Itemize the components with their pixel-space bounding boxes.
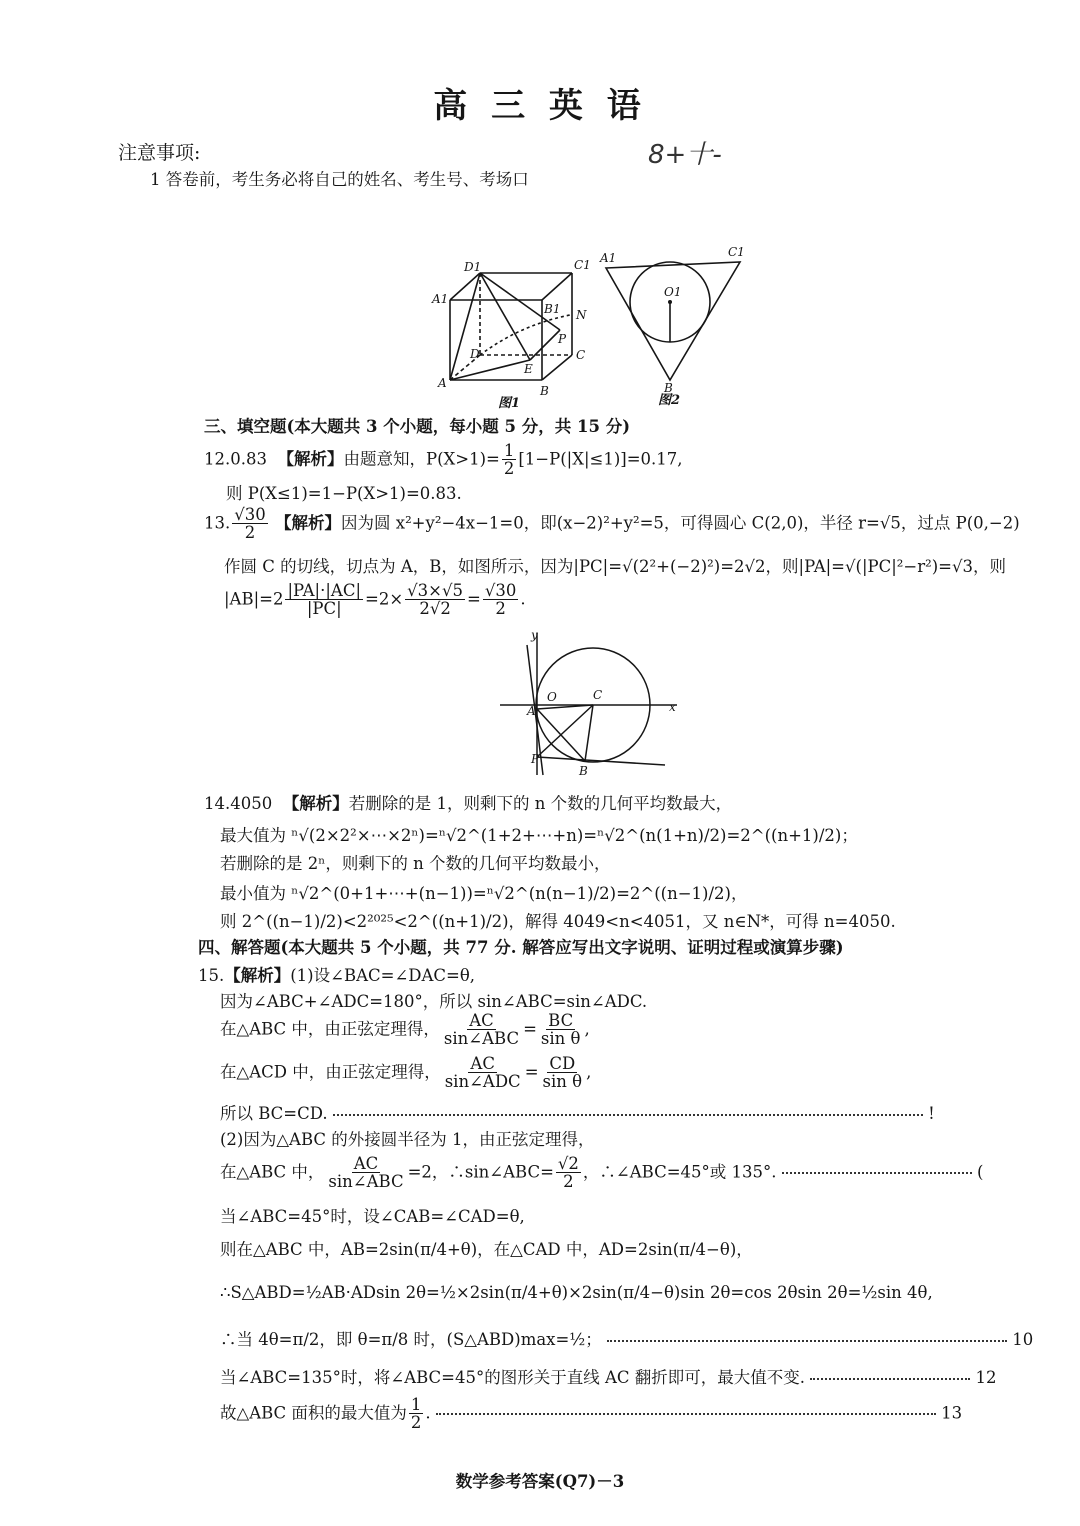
q14-tag: 【解析】 <box>282 794 349 813</box>
page-title: 高 三 英 语 <box>433 86 647 126</box>
cube-curve <box>480 315 570 355</box>
cube-edge <box>542 273 572 300</box>
page-footer: 数学参考答案(Q7)－3 <box>455 1472 625 1491</box>
q14-number: 14. <box>204 794 231 813</box>
q15-line-4: 在△ACD 中，由正弦定理得， $\frac{AC}{\text{sin∠ADC}}$ = $\frac{CD}{\text{sin θ}}$ , <box>220 1054 592 1092</box>
cube-diagonal <box>450 273 480 380</box>
graph-label-x: x <box>669 700 676 714</box>
q12-number: 12. <box>204 449 231 469</box>
graph-label-P: P <box>531 752 540 766</box>
graph-label-A: A <box>527 704 536 718</box>
q12-line-1 <box>204 442 683 478</box>
q15-line-5: 所以 BC=CD. ! <box>220 1104 935 1123</box>
cube-edge <box>542 355 572 380</box>
q15-line-1: 15.【解析】(1)设∠BAC=∠DAC=θ, <box>198 966 476 985</box>
graph-label-C: C <box>593 688 603 702</box>
q13-line-1 <box>204 506 1020 542</box>
q13-number: 13. <box>204 513 231 533</box>
q15-line-11: ∴当 4θ=π/2，即 θ=π/8 时，(S△ABD)max=½； 10 <box>220 1330 1034 1349</box>
fig2-label-A1: A1 <box>600 251 617 265</box>
section-3-heading: 三、填空题(本大题共 3 个小题，每小题 5 分，共 15 分) <box>204 417 631 436</box>
score-mark: 13 <box>941 1403 963 1423</box>
q13-answer: $\frac{√30}{2}$ <box>234 505 266 543</box>
cube-diagonal <box>480 273 530 360</box>
q15-line-10: ∴S△ABD=½AB·ADsin 2θ=½×2sin(π/4+θ)×2sin(π/4−θ)sin 2θ=cos 2θsin 2θ=½sin 4θ, <box>220 1283 933 1302</box>
q14-line-1: 14.4050 【解析】若删除的是 1，则剩下的 n 个数的几何平均数最大， <box>204 794 733 813</box>
handwriting-note: 8+十- <box>648 140 722 170</box>
q12-tag: 【解析】 <box>277 449 344 469</box>
q13-line-2: 作圆 C 的切线，切点为 A，B，如图所示，因为|PC|=√(2²+(−2)²)=2√2，则|PA|=√(|PC|²−r²)=√3，则 <box>224 557 1007 576</box>
fig2-label-B: B <box>664 381 673 395</box>
q15-line-2: 因为∠ABC+∠ADC=180°，所以 sin∠ABC=sin∠ADC. <box>220 992 648 1011</box>
fig2-caption: 图2 <box>658 393 681 408</box>
q12-answer: 0.83 <box>230 449 267 469</box>
fig1-label-A: A <box>438 376 447 390</box>
q15-tag: 【解析】 <box>224 966 291 985</box>
score-mark: 12 <box>975 1368 997 1387</box>
q13-text-1: 因为圆 x²+y²−4x−1=0，即(x−2)²+y²=5，可得圆心 C(2,0)，半径 r=√5，过点 P(0,−2) <box>341 513 1020 533</box>
fig1-caption: 图1 <box>498 396 521 410</box>
triangle <box>606 262 740 380</box>
segment-BC <box>585 705 593 761</box>
figure-1-cube <box>420 255 600 410</box>
fig1-label-D1: D1 <box>464 260 482 274</box>
q14-line-5: 则 2^((n−1)/2)<2²⁰²⁵<2^((n+1)/2)，解得 4049<n<4051，又 n∈N*，可得 n=4050. <box>220 912 896 931</box>
center-point <box>668 300 672 304</box>
q15-line-6: (2)因为△ABC 的外接圆半径为 1，由正弦定理得， <box>220 1130 595 1149</box>
fig1-label-N: N <box>576 308 587 322</box>
figure-2-triangle <box>598 240 748 408</box>
q13-tag: 【解析】 <box>275 513 342 533</box>
fig2-label-C1: C1 <box>728 245 745 259</box>
score-mark: 10 <box>1012 1330 1034 1349</box>
fig1-label-B1: B1 <box>544 302 561 316</box>
q15-number: 15. <box>198 966 225 985</box>
q15-line-3: 在△ABC 中，由正弦定理得， $\frac{AC}{\text{sin∠ABC}}$ = $\frac{BC}{\text{sin θ}}$ , <box>220 1011 590 1049</box>
q15-line-7: 在△ABC 中， $\frac{AC}{\text{sin∠ABC}}$ =2，∴sin∠ABC= $\frac{√2}{2}$ ，∴∠ABC=45°或 135°. ( <box>220 1154 984 1192</box>
fig1-label-B: B <box>540 384 549 398</box>
section-4-heading: 四、解答题(本大题共 5 个小题，共 77 分. 解答应写出文字说明、证明过程或演算步骤) <box>198 938 844 957</box>
q15-line-12: 当∠ABC=135°时，将∠ABC=45°的图形关于直线 AC 翻折即可，最大值不变. 12 <box>220 1368 997 1387</box>
q14-answer: 4050 <box>230 794 273 813</box>
notice-heading: 注意事项: <box>118 142 201 164</box>
q15-line-8: 当∠ABC=45°时，设∠CAB=∠CAD=θ, <box>220 1207 525 1226</box>
q13-circle-graph <box>495 625 685 780</box>
q14-line-4: 最小值为 ⁿ√2^(0+1+⋯+(n−1))=ⁿ√2^(n(n−1)/2)=2^((n−1)/2)， <box>220 884 748 903</box>
q14-line-3: 若删除的是 2ⁿ，则剩下的 n 个数的几何平均数最小， <box>220 854 611 873</box>
notice-item-1: 1 答卷前，考生务必将自己的姓名、考生号、考场口 <box>150 170 529 189</box>
fig1-label-P: P <box>558 332 567 346</box>
fig1-label-C1: C1 <box>574 258 591 272</box>
graph-label-B: B <box>579 764 588 778</box>
fig1-label-E: E <box>524 362 533 376</box>
score-mark: ! <box>928 1104 935 1123</box>
q15-line-13: 故△ABC 面积的最大值为 $\frac{1}{2}$ . 13 <box>220 1395 963 1433</box>
q15-line-9: 则在△ABC 中，AB=2sin(π/4+θ)，在△CAD 中，AD=2sin(π/4−θ)， <box>220 1240 753 1259</box>
segment-PC <box>537 705 593 757</box>
graph-label-y: y <box>531 628 538 642</box>
q12-fraction: $\frac{1}{2}$ <box>503 441 515 479</box>
graph-label-O: O <box>547 690 557 704</box>
q12-text-a: 由题意知，P(X>1)= <box>343 449 500 469</box>
fig2-label-O1: O1 <box>664 285 682 299</box>
q14-line-2: 最大值为 ⁿ√(2×2²×⋯×2ⁿ)=ⁿ√2^(1+2+⋯+n)=ⁿ√2^(n(1+n)/2)=2^((n+1)/2)； <box>220 826 858 845</box>
fig1-label-C: C <box>576 348 586 362</box>
fig1-label-D: D <box>470 347 480 361</box>
score-mark: ( <box>977 1162 984 1182</box>
fig1-label-A1: A1 <box>432 292 449 306</box>
tangent-line-PB <box>537 757 665 765</box>
q12-text-b: [1−P(|X|≤1)]=0.17, <box>518 449 683 469</box>
q13-line-3: |AB|=2 $\frac{|PA|\cdot|AC|}{|PC|}$ =2× $\frac{√3\times√5}{2√2}$ = $\frac{√30}{2}$ . <box>224 581 526 619</box>
q12-line-2: 则 P(X≤1)=1−P(X>1)=0.83. <box>226 484 462 503</box>
